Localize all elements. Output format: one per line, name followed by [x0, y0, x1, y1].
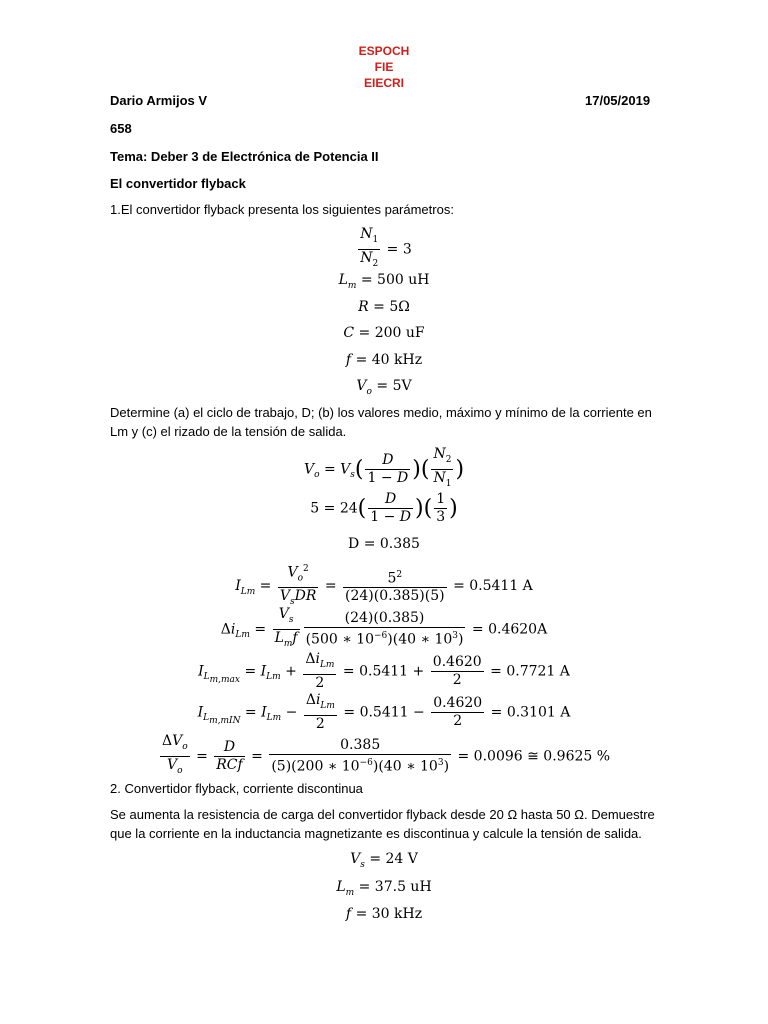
header-line-eiecri: EIECRI — [363, 76, 404, 90]
section-title: El convertidor flyback — [110, 176, 246, 191]
problem1-question-line2: Lm y (c) el rizado de la tensión de salida. — [110, 424, 347, 439]
problem1-intro: 1.El convertidor flyback presenta los siguientes parámetros: — [110, 202, 454, 217]
student-code: 658 — [110, 121, 132, 136]
problem2-text-line2: que la corriente en la inductancia magnetizante es discontinua y calcule la tensión de salida. — [110, 826, 642, 841]
equation-vo-substituted: 5 = 24( $\frac{D}{1 - D}$ )( $\frac{1}{3}$ ) — [310, 491, 458, 525]
param2-lm: $L_m = 37.5$ uH — [336, 879, 432, 898]
equation-ilm-min: $I_{L_{m,mIN}} = I_{Lm}$ − $\frac{\Delta i_{Lm}}{2}$ = 0.5411 − $\frac{0.4620}{2}$ = 0.3101 A — [197, 692, 571, 732]
param-r: R = 5Ω — [358, 299, 410, 315]
equation-duty-cycle: D = 0.385 — [348, 536, 420, 552]
equation-vo-general: $V_o = V_s$( $\frac{D}{1 - D}$ )( $\frac{N_2}{N_1}$ ) — [303, 446, 465, 489]
param-vo: $V_o = 5V$ — [356, 378, 412, 397]
problem1-question-line1: Determine (a) el ciclo de trabajo, D; (b) los valores medio, máximo y mínimo de la corriente en — [110, 405, 652, 420]
param-lm: $L_m = 500$ uH — [338, 272, 430, 291]
equation-ilm: $I_{Lm}$ = $\frac{V_o^2}{V_sDR}$ = $\frac{5^2}{(24)(0.385)(5)}$ = 0.5411 A — [0, 561, 768, 611]
header-line-espoch: ESPOCH — [358, 44, 410, 58]
param-f: f = 40 kHz — [345, 352, 423, 368]
topic-title: Tema: Deber 3 de Electrónica de Potencia II — [110, 149, 379, 164]
param-turns-ratio: $\frac{N_1}{N_2}$ = 3 — [360, 226, 412, 269]
problem2-title: 2. Convertidor flyback, corriente discontinua — [110, 781, 363, 796]
param2-f: f = 30 kHz — [345, 906, 423, 922]
equation-output-ripple: $\frac{\Delta V_o}{V_o}$ = $\frac{D}{\text{RCf}}$ = $\frac{0.385}{(5)(200 ∗ 10^{-6})(40 ∗ 10^3)}$ = 0.0096 ≅ 0.9625 % — [161, 733, 611, 776]
param-c: C = 200 uF — [343, 325, 425, 341]
equation-delta-ilm: $\Delta i_{Lm}$ = $\frac{V_s}{L_mf}$ $\frac{(24)(0.385)}{(500 ∗ 10^{-6})(40 ∗ 10^3)}$ = 0.4620A — [220, 606, 548, 649]
author-name: Dario Armijos V — [110, 93, 208, 108]
problem2-text-line1: Se aumenta la resistencia de carga del convertidor flyback desde 20 Ω hasta 50 Ω. Demuestre — [110, 807, 655, 822]
document-date: 17/05/2019 — [585, 93, 651, 108]
equation-ilm-max: $I_{L_{m,max}} = I_{Lm}$ + $\frac{\Delta i_{Lm}}{2}$ = 0.5411 + $\frac{0.4620}{2}$ = 0.7721 A — [198, 651, 570, 691]
param2-vs: $V_s = 24$ V — [350, 851, 418, 870]
header-line-fie: FIE — [374, 60, 394, 74]
